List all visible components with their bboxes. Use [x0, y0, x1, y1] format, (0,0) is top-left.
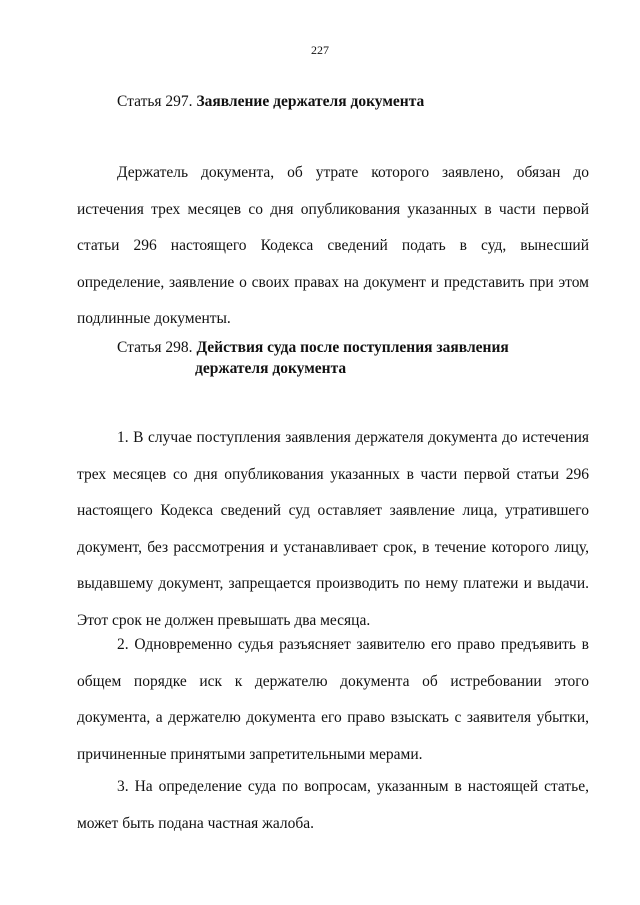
article-297-number: Статья 297.: [117, 93, 193, 110]
article-297-heading: [117, 91, 424, 112]
article-298-heading: [117, 337, 509, 379]
article-298-paragraph-2: 2. Одновременно судья разъясняет заявителю его право предъявить в общем порядке иск к держателю документа об истребовании этого документа, а держателю документа его право взыскать с заявителя убытки, причиненные принятыми запретительными мерами.: [77, 636, 589, 763]
page-number: 227: [311, 43, 329, 57]
article-298-title-line1: Действия суда после поступления заявления: [196, 339, 509, 356]
article-298-paragraph-1: 1. В случае поступления заявления держателя документа до истечения трех месяцев со дня опубликования указанных в части первой статьи 296 настоящего Кодекса сведений суд оставляет заявление лица, утратившего документ, без рассмотрения и устанавливает срок, в течение которого лицу, выдавшему документ, запрещается производить по нему платежи и выдачи. Этот срок не должен превышать два месяца.: [77, 429, 589, 629]
article-297-text: Держатель документа, об утрате которого заявлено, обязан до истечения трех месяцев со дня опубликования указанных в части первой статьи 296 настоящего Кодекса сведений подать в суд, вынесший определение, заявление о своих правах на документ и представить при этом подлинные документы.: [77, 164, 589, 327]
article-298-number: Статья 298.: [117, 339, 193, 356]
article-298-paragraph-3: 3. На определение суда по вопросам, указанным в настоящей статье, может быть подана частная жалоба.: [77, 778, 589, 832]
article-298-title-line2: держателя документа: [195, 360, 347, 377]
article-297-title: Заявление держателя документа: [196, 93, 425, 110]
